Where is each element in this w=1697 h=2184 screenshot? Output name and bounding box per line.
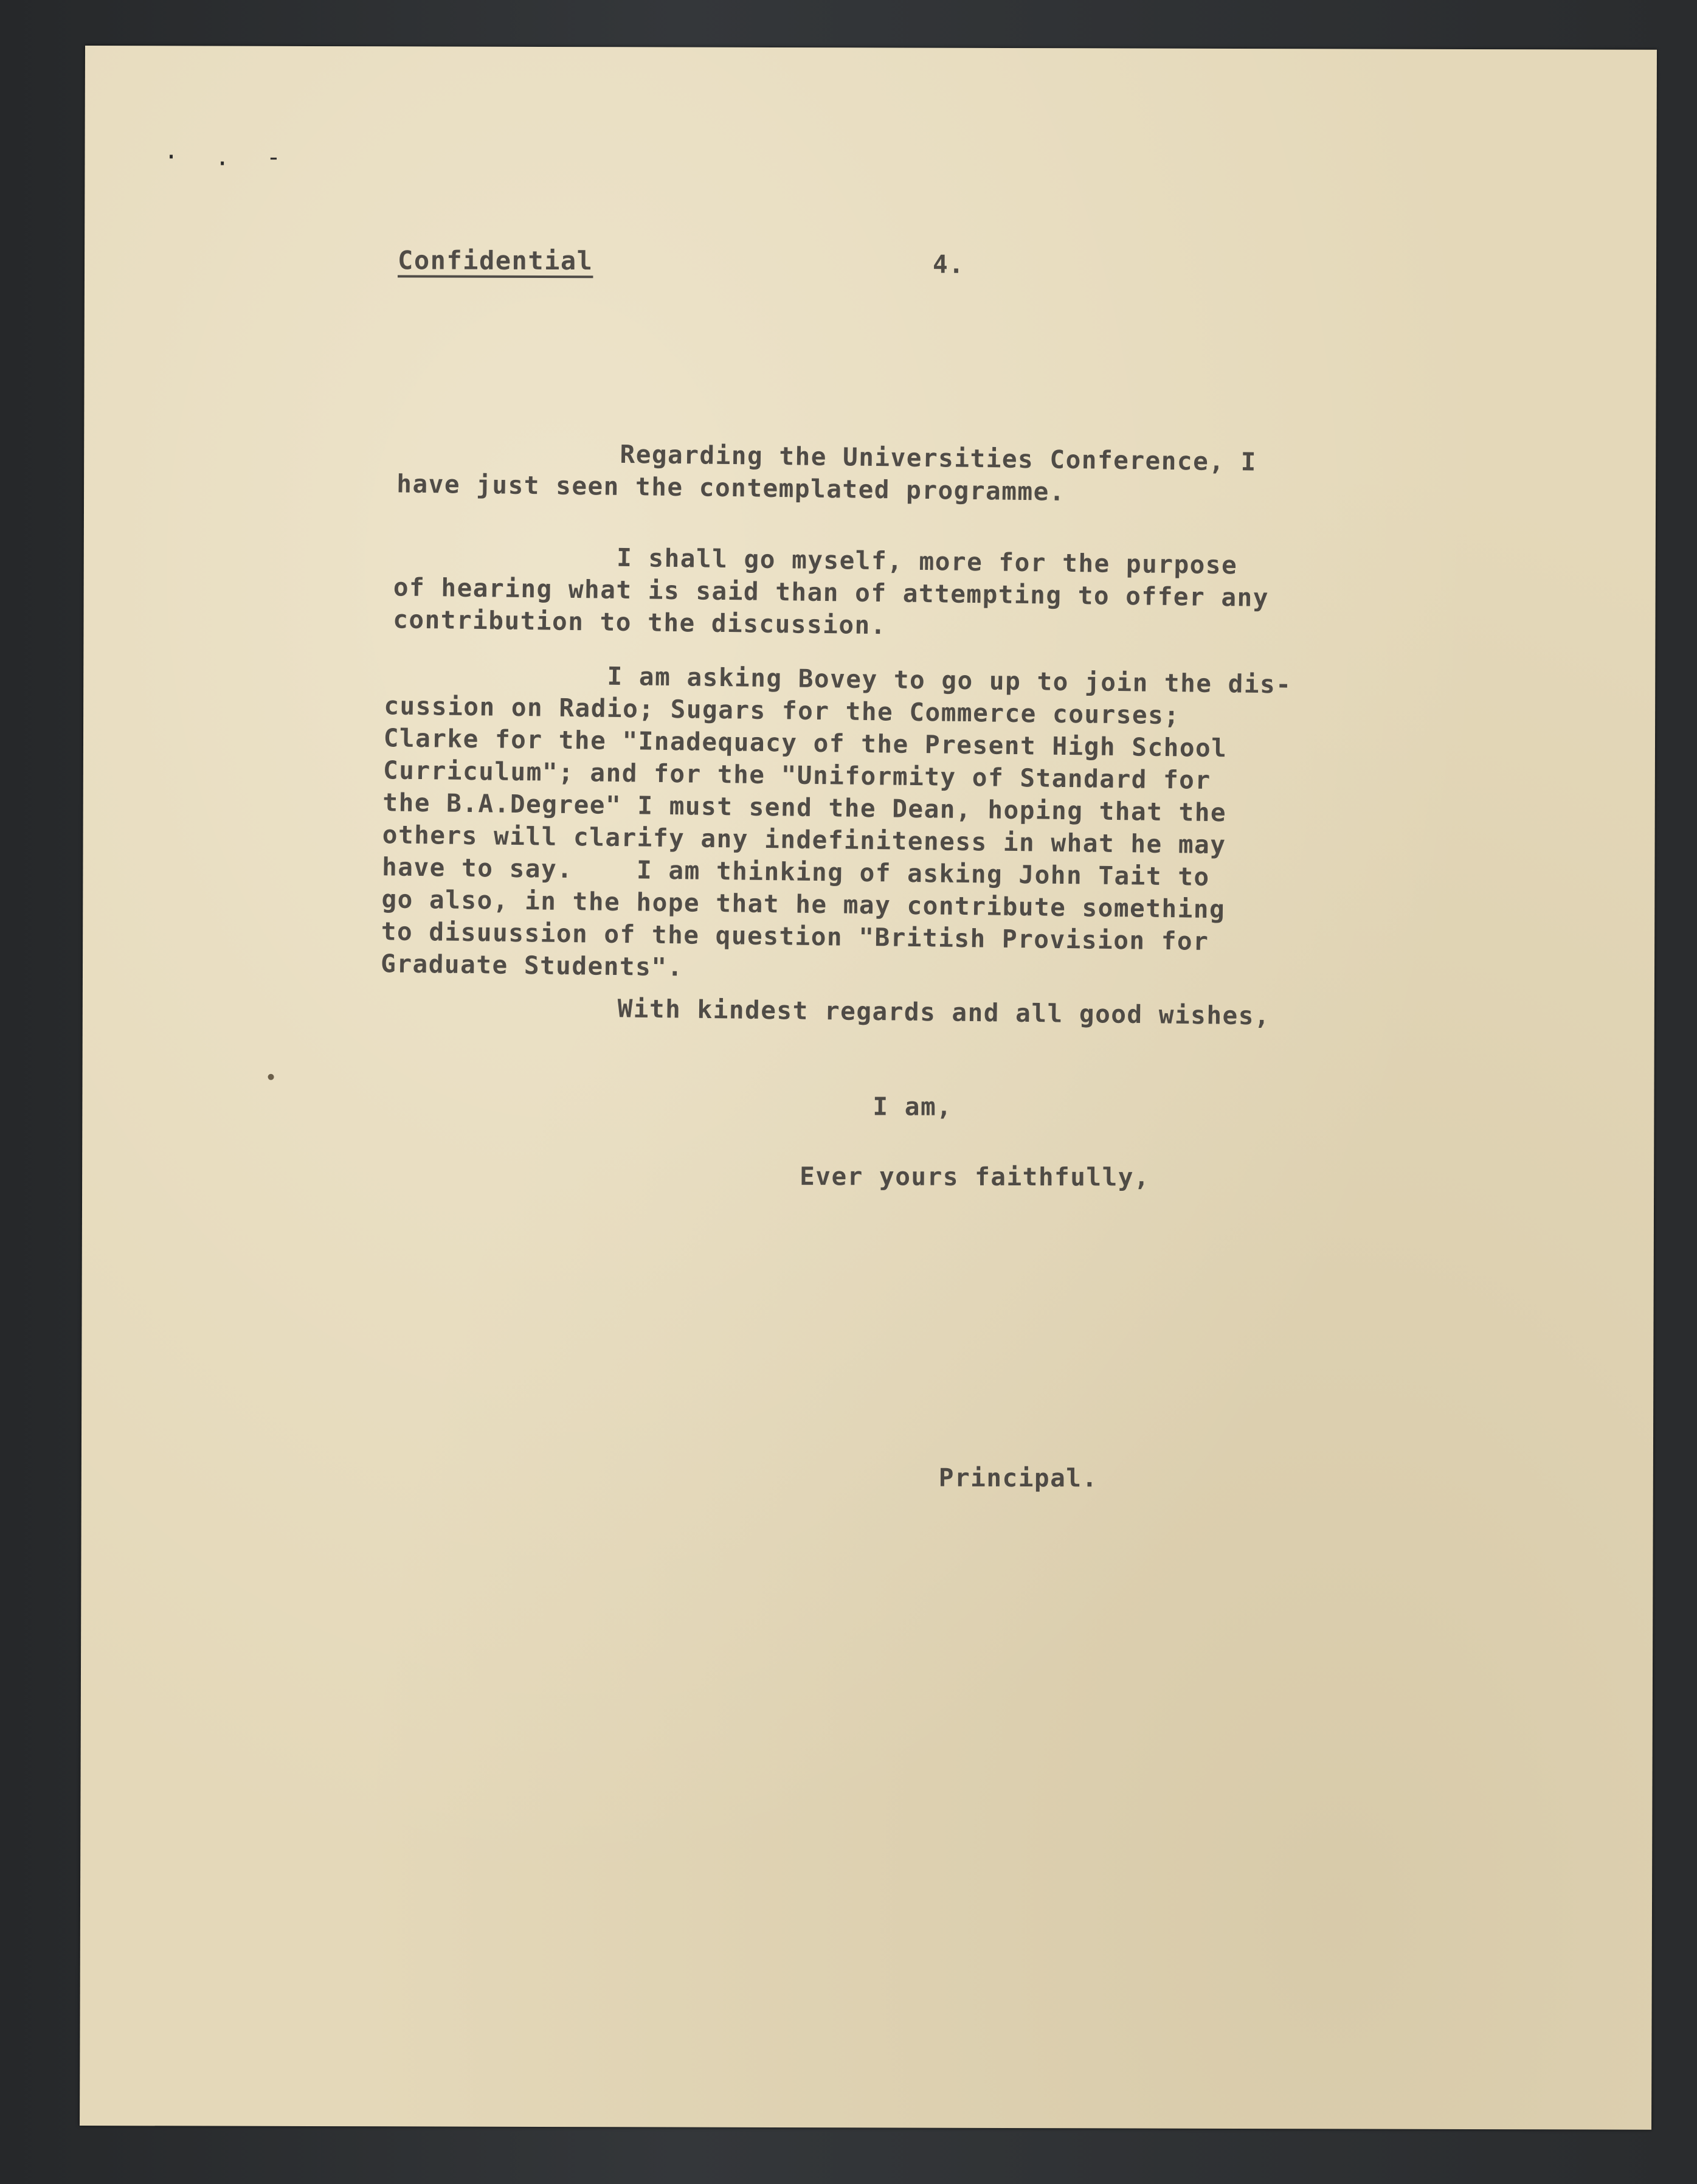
paragraph-attendance: I shall go myself, more for the purpose of hearing what is said than of attempting to offer any contribution to the discussion.: [392, 540, 1270, 640]
paper-speck: [268, 1074, 274, 1080]
page-number: 4.: [933, 249, 965, 279]
letter-page: [80, 46, 1657, 2130]
edge-marks: · . -: [164, 143, 292, 172]
signature-title: Principal.: [938, 1463, 1098, 1493]
closing-i-am: I am,: [873, 1092, 953, 1121]
paragraph-delegates: I am asking Bovey to go up to join the dis- cussion on Radio; Sugars for the Commerce courses; Clarke for the "Inadequacy of the Present High School Curriculum"; and for the "Uniformity of Standard for the B.A.Degree" I must send the Dean, hoping that the others will clarify any indefiniteness in what he may have to say. I am thinking of asking John Tait to go also, in the hope that he may contribute something to disuussion of the question "British Provision for Graduate Students".: [380, 659, 1292, 982]
paragraph-conference: Regarding the Universities Conference, I have just seen the contemplated programme.: [396, 437, 1257, 507]
closing-faithfully: Ever yours faithfully,: [800, 1162, 1150, 1192]
confidential-heading: Confidential: [398, 245, 593, 276]
regards-line: With kindest regards and all good wishes,: [617, 994, 1271, 1031]
